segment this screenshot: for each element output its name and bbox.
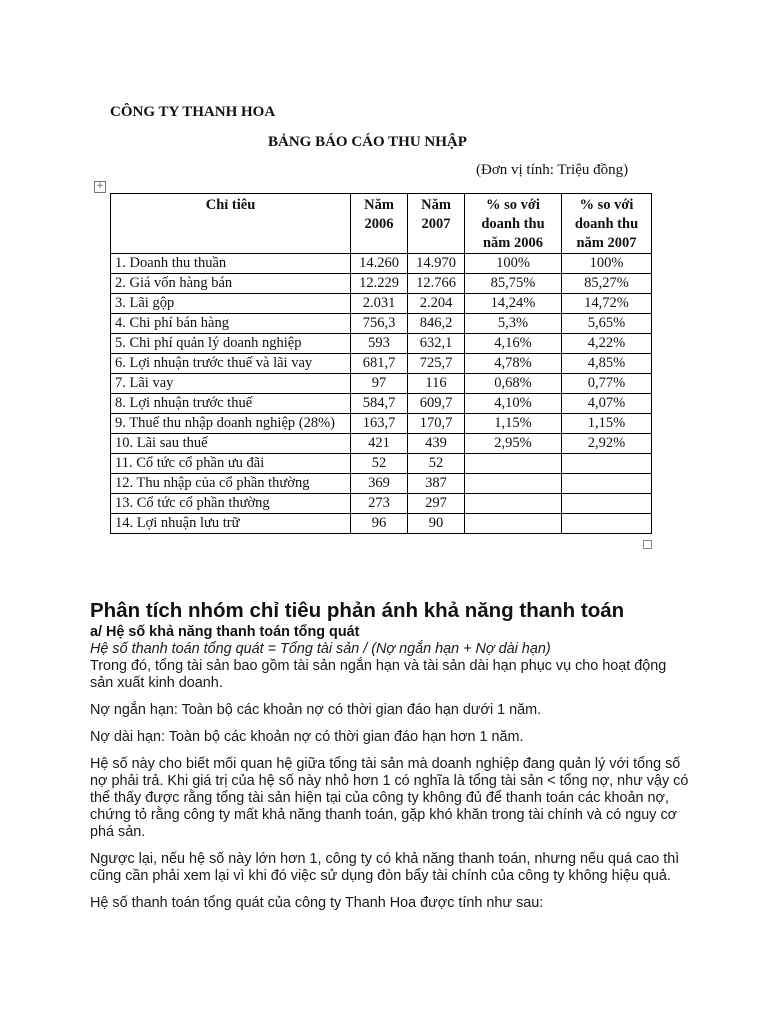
row-label-cell: 12. Thu nhập của cổ phần thường: [111, 474, 351, 494]
column-header: Năm 2006: [351, 194, 408, 254]
paragraph: Trong đó, tổng tài sản bao gồm tài sản ngắn hạn và tài sản dài hạn phục vụ cho hoạt động sản xuất kinh doanh.: [90, 658, 667, 691]
value-cell: 163,7: [351, 414, 408, 434]
column-header: Chỉ tiêu: [111, 194, 351, 254]
value-cell: 584,7: [351, 394, 408, 414]
value-cell: 4,85%: [562, 354, 652, 374]
unit-note: (Đơn vị tính: Triệu đồng): [476, 162, 629, 178]
table-row: [111, 434, 652, 454]
value-cell: 681,7: [351, 354, 408, 374]
paragraph: Nợ dài hạn: Toàn bộ các khoản nợ có thời gian đáo hạn hơn 1 năm.: [90, 729, 524, 745]
row-label-cell: 8. Lợi nhuận trước thuế: [111, 394, 351, 414]
analysis-section: [90, 598, 690, 922]
value-cell: [465, 454, 562, 474]
value-cell: 756,3: [351, 314, 408, 334]
subsection-heading: a/ Hệ số khả năng thanh toán tổng quát: [90, 624, 360, 640]
paragraph: Nợ ngắn hạn: Toàn bộ các khoản nợ có thời gian đáo hạn dưới 1 năm.: [90, 702, 542, 718]
section-heading: Phân tích nhóm chỉ tiêu phản ánh khả năng thanh toán: [90, 599, 625, 622]
value-cell: 4,22%: [562, 334, 652, 354]
value-cell: 97: [351, 374, 408, 394]
value-cell: 609,7: [408, 394, 465, 414]
value-cell: 725,7: [408, 354, 465, 374]
table-row: [111, 414, 652, 434]
value-cell: 170,7: [408, 414, 465, 434]
value-cell: 1,15%: [562, 414, 652, 434]
row-label-cell: 3. Lãi gộp: [111, 294, 351, 314]
row-label-cell: 4. Chi phí bán hàng: [111, 314, 351, 334]
value-cell: 52: [408, 454, 465, 474]
value-cell: 12.229: [351, 274, 408, 294]
table-row: [111, 474, 652, 494]
table-row: [111, 294, 652, 314]
value-cell: 14,72%: [562, 294, 652, 314]
value-cell: 297: [408, 494, 465, 514]
value-cell: 1,15%: [465, 414, 562, 434]
value-cell: 632,1: [408, 334, 465, 354]
paragraph: Hệ số thanh toán tổng quát của công ty Thanh Hoa được tính như sau:: [90, 895, 544, 911]
value-cell: 0,77%: [562, 374, 652, 394]
formula-text: Hệ số thanh toán tổng quát = Tổng tài sản / (Nợ ngắn hạn + Nợ dài hạn): [90, 641, 551, 657]
value-cell: 4,16%: [465, 334, 562, 354]
value-cell: [562, 474, 652, 494]
value-cell: 5,3%: [465, 314, 562, 334]
value-cell: 2,92%: [562, 434, 652, 454]
table-row: [111, 354, 652, 374]
column-header: % so với doanh thu năm 2006: [465, 194, 562, 254]
value-cell: 2.031: [351, 294, 408, 314]
value-cell: 52: [351, 454, 408, 474]
value-cell: [562, 454, 652, 474]
table-row: [111, 454, 652, 474]
column-header: % so với doanh thu năm 2007: [562, 194, 652, 254]
value-cell: 14.970: [408, 254, 465, 274]
row-label-cell: 10. Lãi sau thuế: [111, 434, 351, 454]
value-cell: 846,2: [408, 314, 465, 334]
value-cell: [465, 514, 562, 534]
table-row: [111, 514, 652, 534]
value-cell: 421: [351, 434, 408, 454]
income-statement-table: [110, 193, 652, 534]
value-cell: 100%: [562, 254, 652, 274]
company-name: CÔNG TY THANH HOA: [110, 104, 276, 120]
table-move-icon[interactable]: +: [94, 181, 106, 193]
row-label-cell: 14. Lợi nhuận lưu trữ: [111, 514, 351, 534]
value-cell: 116: [408, 374, 465, 394]
paragraph: Ngược lại, nếu hệ số này lớn hơn 1, công ty có khả năng thanh toán, nhưng nếu quá cao thì cũng cần phải xem lại vì khi đó việc sử dụng đòn bẩy tài chính của công ty không hiệu quả.: [90, 851, 680, 884]
table-row: [111, 314, 652, 334]
value-cell: 273: [351, 494, 408, 514]
value-cell: 14.260: [351, 254, 408, 274]
value-cell: [465, 474, 562, 494]
value-cell: 439: [408, 434, 465, 454]
value-cell: [562, 514, 652, 534]
value-cell: 12.766: [408, 274, 465, 294]
row-label-cell: 2. Giá vốn hàng bán: [111, 274, 351, 294]
report-title: BẢNG BÁO CÁO THU NHẬP: [268, 134, 467, 150]
table-row: [111, 334, 652, 354]
column-header: Năm 2007: [408, 194, 465, 254]
table-row: [111, 394, 652, 414]
table-header-row: [111, 194, 652, 254]
row-label-cell: 13. Cổ tức cổ phần thường: [111, 494, 351, 514]
value-cell: [562, 494, 652, 514]
table-resize-icon[interactable]: [643, 540, 652, 549]
row-label-cell: 6. Lợi nhuận trước thuế và lãi vay: [111, 354, 351, 374]
value-cell: 593: [351, 334, 408, 354]
value-cell: 4,78%: [465, 354, 562, 374]
value-cell: 387: [408, 474, 465, 494]
row-label-cell: 7. Lãi vay: [111, 374, 351, 394]
row-label-cell: 1. Doanh thu thuần: [111, 254, 351, 274]
table-row: [111, 274, 652, 294]
row-label-cell: 5. Chi phí quản lý doanh nghiệp: [111, 334, 351, 354]
row-label-cell: 9. Thuế thu nhập doanh nghiệp (28%): [111, 414, 351, 434]
value-cell: [465, 494, 562, 514]
value-cell: 2,95%: [465, 434, 562, 454]
value-cell: 14,24%: [465, 294, 562, 314]
value-cell: 4,07%: [562, 394, 652, 414]
paragraph: Hệ số này cho biết mối quan hệ giữa tổng tài sản mà doanh nghiệp đang quản lý với tổng số nợ phải trả. Khi giá trị của hệ số này nhỏ hơn 1 có nghĩa là tổng tài sản < tổng nợ, như vậy có thể thấy được rằng tổng tài sản hiện tại của công ty không đủ để thanh toán các khoản nợ, chứng tỏ rằng công ty mất khả năng thanh toán, gặp khó khăn trong tài chính và có nguy cơ phá sản.: [90, 756, 689, 840]
value-cell: 85,27%: [562, 274, 652, 294]
value-cell: 5,65%: [562, 314, 652, 334]
value-cell: 100%: [465, 254, 562, 274]
row-label-cell: 11. Cổ tức cổ phần ưu đãi: [111, 454, 351, 474]
value-cell: 0,68%: [465, 374, 562, 394]
table-row: [111, 374, 652, 394]
value-cell: 85,75%: [465, 274, 562, 294]
table-row: [111, 494, 652, 514]
value-cell: 4,10%: [465, 394, 562, 414]
value-cell: 96: [351, 514, 408, 534]
table-row: [111, 254, 652, 274]
value-cell: 369: [351, 474, 408, 494]
value-cell: 2.204: [408, 294, 465, 314]
value-cell: 90: [408, 514, 465, 534]
